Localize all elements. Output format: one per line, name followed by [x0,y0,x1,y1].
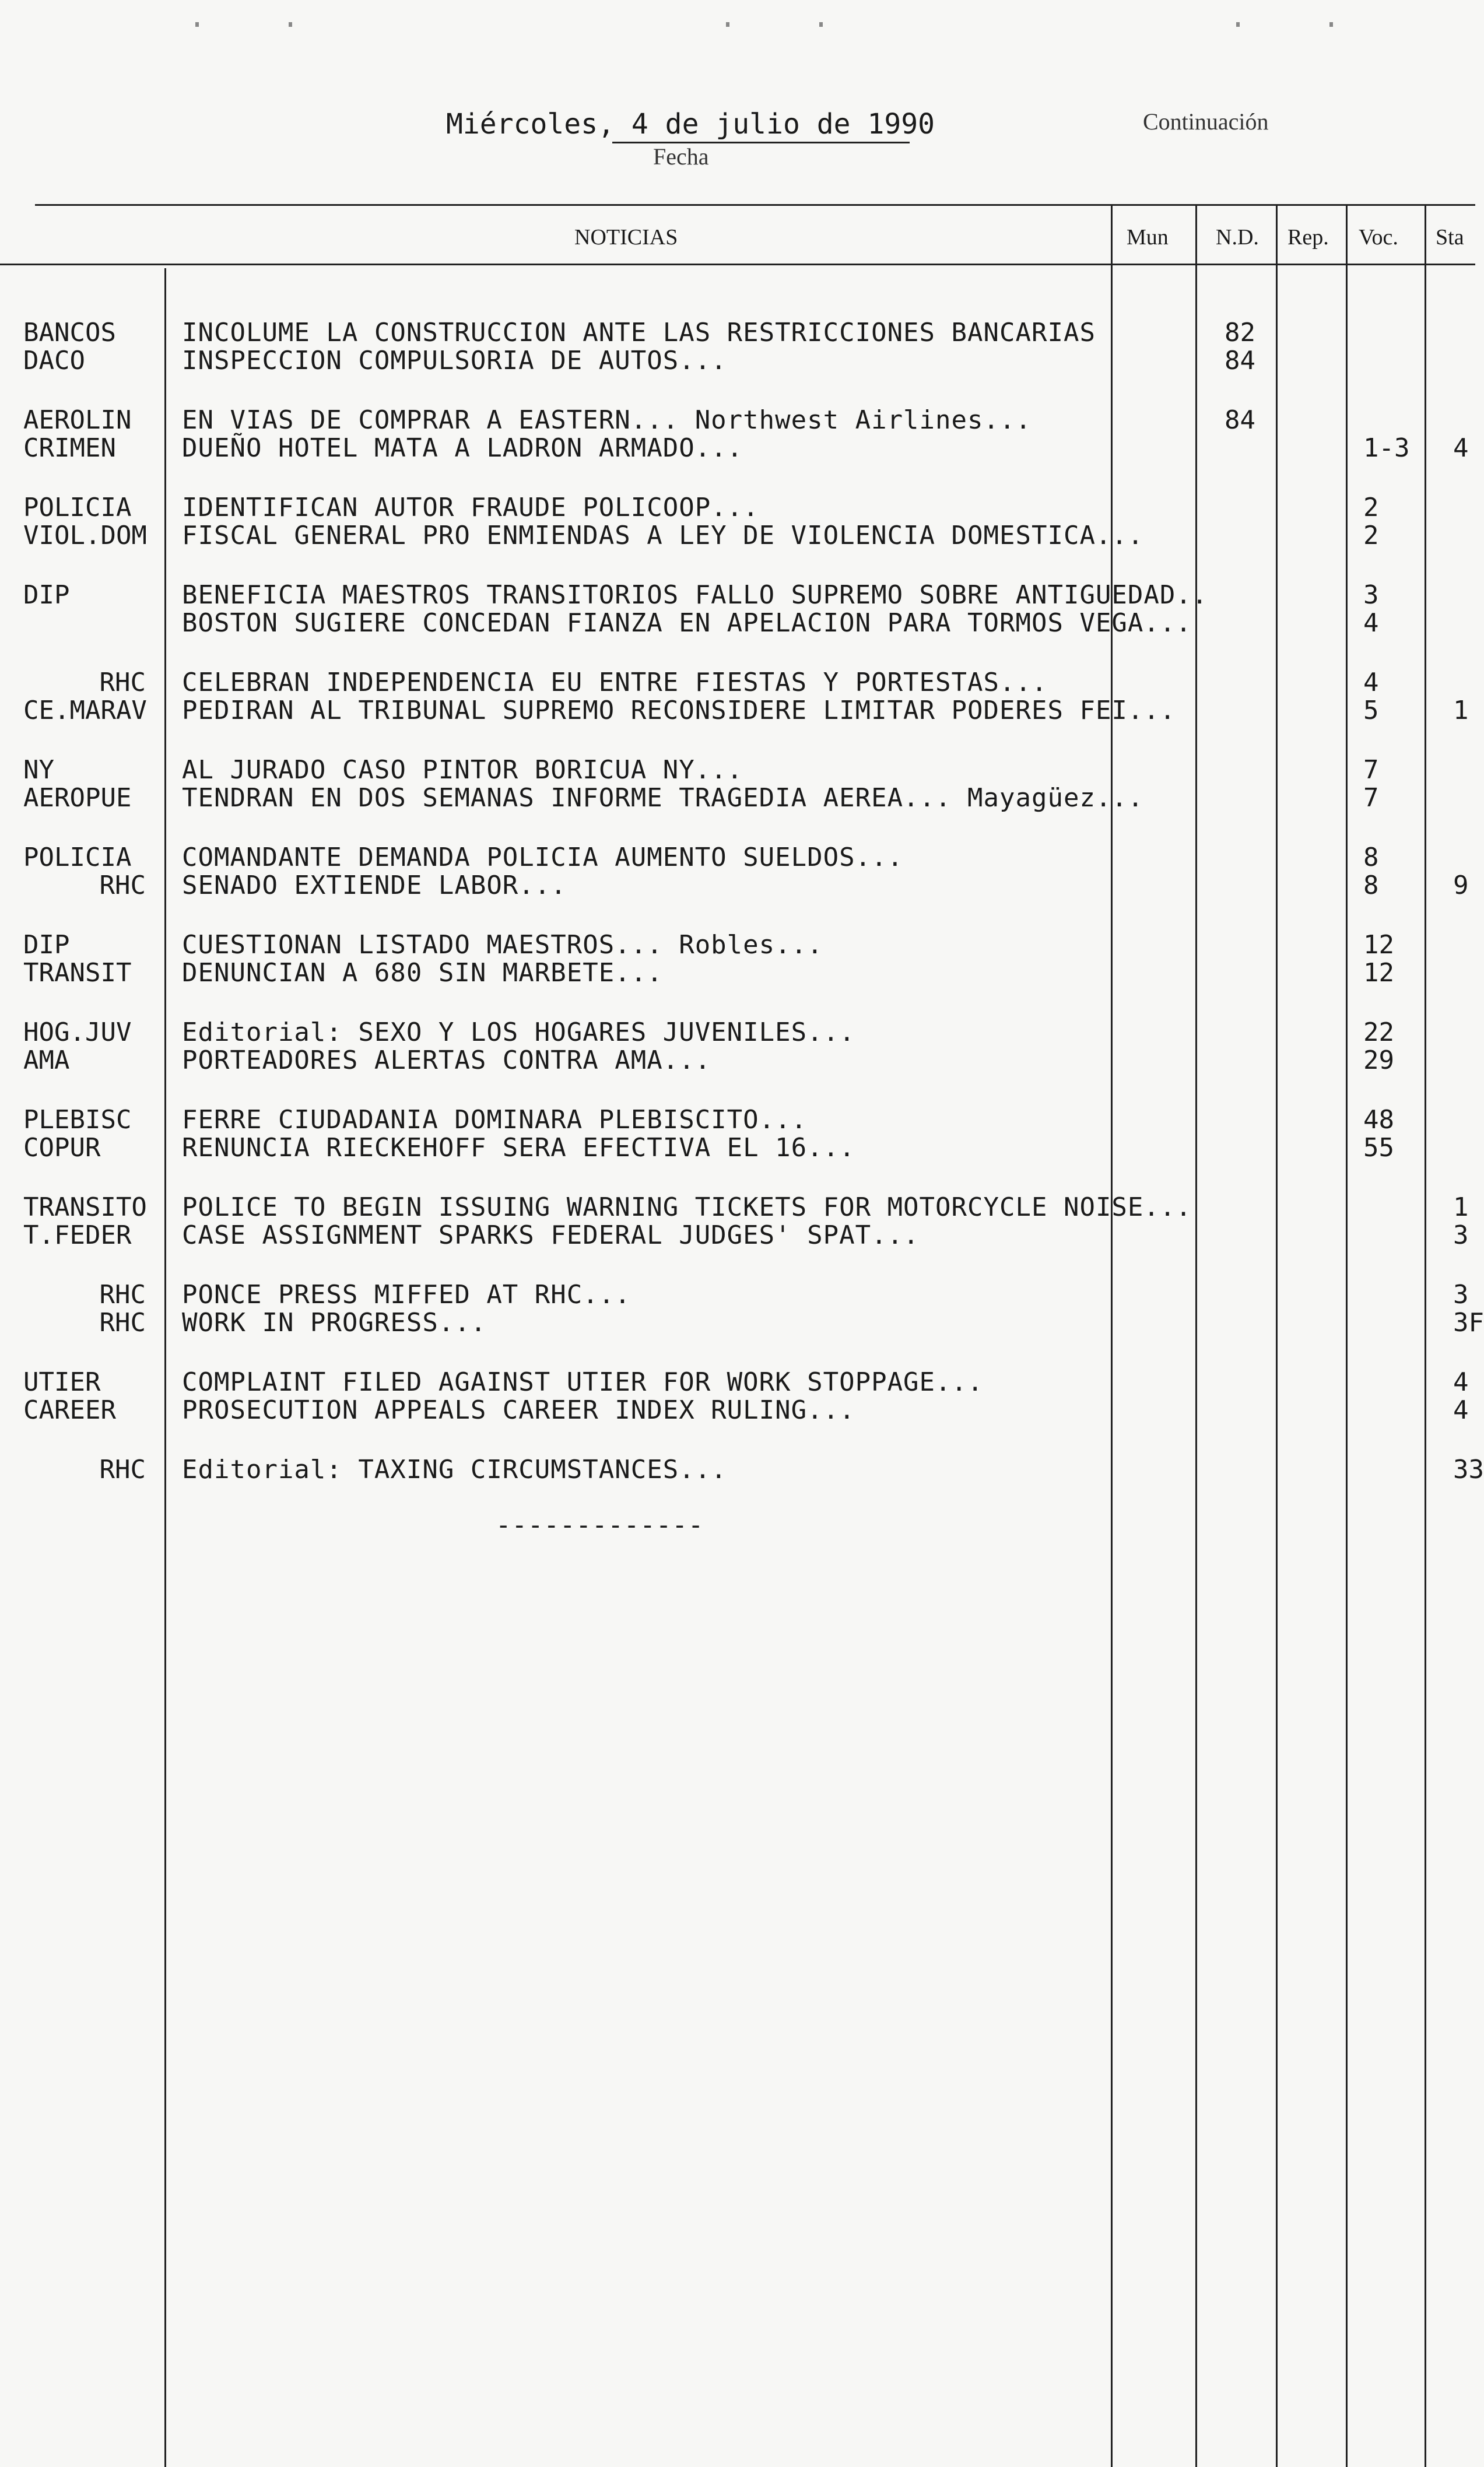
row-title: BENEFICIA MAESTROS TRANSITORIOS FALLO SUPREMO SOBRE ANTIGUEDAD.. [182,580,1208,610]
row-sta: 33 [1453,1455,1484,1485]
row-category: CAREER [23,1395,116,1425]
row-title: Editorial: TAXING CIRCUMSTANCES... [182,1455,727,1485]
row-voc: 7 [1363,783,1379,813]
table-row [0,1017,1475,1047]
table-row [0,1455,1484,1485]
row-nd: 84 [1225,346,1255,376]
row-voc: 1-3 [1363,433,1410,463]
row-sta: 1 [1453,1192,1469,1222]
row-sta: 4 [1453,1395,1469,1425]
row-title: INCOLUME LA CONSTRUCCION ANTE LAS RESTRICCIONES BANCARIAS [182,318,1096,348]
table-row [0,755,1475,784]
row-category: DACO [23,346,85,376]
row-category: VIOL.DOM [23,521,147,550]
table-row [0,346,1475,375]
continuation-label: Continuación [1143,108,1269,135]
row-voc: 2 [1363,521,1379,550]
row-sta: 4 [1453,1367,1469,1397]
row-category: DIP [23,930,70,960]
table-row [0,1308,1484,1338]
column-header-nd: N.D. [1216,225,1259,250]
table-row [0,871,1475,900]
row-title: POLICE TO BEGIN ISSUING WARNING TICKETS FOR MOTORCYCLE NOISE... [182,1192,1192,1222]
table-row [0,958,1475,987]
row-category: RHC [99,1455,146,1485]
row-category: RHC [99,1280,146,1310]
scan-mark [726,22,729,27]
row-voc: 22 [1363,1017,1394,1047]
row-nd: 84 [1225,405,1255,435]
row-title: PONCE PRESS MIFFED AT RHC... [182,1280,631,1310]
row-category: COPUR [23,1133,101,1163]
row-voc: 8 [1363,843,1379,872]
row-category: T.FEDER [23,1220,132,1250]
row-sta: 3 [1453,1280,1469,1310]
date-label: Fecha [653,143,709,170]
row-title: CELEBRAN INDEPENDENCIA EU ENTRE FIESTAS Y PORTESTAS... [182,668,1048,697]
column-header-mun: Mun [1127,225,1169,250]
column-header-sta: Sta [1436,225,1464,250]
scan-mark [1329,22,1333,27]
table-row [0,668,1475,697]
row-category: PLEBISC [23,1105,132,1135]
row-title: CASE ASSIGNMENT SPARKS FEDERAL JUDGES' SPAT... [182,1220,920,1250]
row-category: TRANSIT [23,958,132,988]
table-row [0,1220,1475,1250]
row-title: RENUNCIA RIECKEHOFF SERA EFECTIVA EL 16... [182,1133,855,1163]
row-category: RHC [99,871,146,900]
table-row [0,1133,1475,1162]
row-category: AEROPUE [23,783,132,813]
row-title: WORK IN PROGRESS... [182,1308,487,1338]
row-category: NY [23,755,54,785]
row-voc: 7 [1363,755,1379,785]
row-sta: 9 [1453,871,1469,900]
row-sta: 1 [1453,696,1469,725]
column-header-rep: Rep. [1287,225,1329,250]
table-row [0,696,1475,725]
table-row [0,1280,1475,1309]
row-voc: 12 [1363,958,1394,988]
scan-mark [195,22,199,27]
table-top-rule [35,204,1475,206]
row-category: DIP [23,580,70,610]
table-row [0,843,1475,872]
row-category: RHC [99,668,146,697]
table-row [0,930,1475,959]
table-row [0,783,1475,812]
row-title: AL JURADO CASO PINTOR BORICUA NY... [182,755,743,785]
row-voc: 29 [1363,1045,1394,1075]
column-header-noticias: NOTICIAS [574,225,678,250]
row-voc: 8 [1363,871,1379,900]
row-sta: 3F [1453,1308,1484,1338]
scan-mark [289,22,292,27]
table-row [0,405,1475,434]
row-category: RHC [99,1308,146,1338]
row-title: DENUNCIAN A 680 SIN MARBETE... [182,958,663,988]
row-title: PORTEADORES ALERTAS CONTRA AMA... [182,1045,711,1075]
table-row [0,521,1475,550]
row-sta: 4 [1453,433,1469,463]
row-category: CE.MARAV [23,696,147,725]
row-category: AEROLIN [23,405,132,435]
table-row [0,1045,1475,1075]
row-category: UTIER [23,1367,101,1397]
row-voc: 55 [1363,1133,1394,1163]
row-category: TRANSITO [23,1192,147,1222]
row-title: CUESTIONAN LISTADO MAESTROS... Robles... [182,930,823,960]
table-header-rule [0,264,1475,265]
end-of-list-rule: ------------- [496,1510,704,1540]
row-title: PEDIRAN AL TRIBUNAL SUPREMO RECONSIDERE LIMITAR PODERES FEI... [182,696,1176,725]
row-title: INSPECCION COMPULSORIA DE AUTOS... [182,346,727,376]
header-date: Miércoles, 4 de julio de 1990 [446,108,935,141]
row-title: BOSTON SUGIERE CONCEDAN FIANZA EN APELACION PARA TORMOS VEGA... [182,608,1192,638]
table-row [0,608,1475,637]
row-title: FERRE CIUDADANIA DOMINARA PLEBISCITO... [182,1105,808,1135]
row-voc: 48 [1363,1105,1394,1135]
table-row [0,1192,1475,1222]
row-title: EN VIAS DE COMPRAR A EASTERN... Northwest Airlines... [182,405,1032,435]
row-title: TENDRAN EN DOS SEMANAS INFORME TRAGEDIA AEREA... Mayagüez... [182,783,1144,813]
row-title: COMANDANTE DEMANDA POLICIA AUMENTO SUELDOS... [182,843,904,872]
table-row [0,1105,1475,1134]
row-category: POLICIA [23,843,132,872]
row-voc: 4 [1363,668,1379,697]
row-voc: 12 [1363,930,1394,960]
row-nd: 82 [1225,318,1255,348]
row-category: BANCOS [23,318,116,348]
row-title: Editorial: SEXO Y LOS HOGARES JUVENILES... [182,1017,855,1047]
row-voc: 2 [1363,493,1379,522]
row-title: IDENTIFICAN AUTOR FRAUDE POLICOOP... [182,493,759,522]
row-title: DUEÑO HOTEL MATA A LADRON ARMADO... [182,433,743,463]
row-voc: 5 [1363,696,1379,725]
row-category: POLICIA [23,493,132,522]
table-row [0,1395,1475,1424]
table-row [0,318,1475,347]
row-title: COMPLAINT FILED AGAINST UTIER FOR WORK STOPPAGE... [182,1367,984,1397]
column-header-voc: Voc. [1359,225,1398,250]
row-sta: 3 [1453,1220,1469,1250]
row-voc: 4 [1363,608,1379,638]
table-row [0,493,1475,522]
row-title: SENADO EXTIENDE LABOR... [182,871,567,900]
row-category: AMA [23,1045,70,1075]
table-row [0,1367,1475,1396]
row-category: HOG.JUV [23,1017,132,1047]
scan-mark [819,22,823,27]
row-title: FISCAL GENERAL PRO ENMIENDAS A LEY DE VIOLENCIA DOMESTICA... [182,521,1144,550]
row-title: PROSECUTION APPEALS CAREER INDEX RULING... [182,1395,855,1425]
row-category: CRIMEN [23,433,116,463]
scan-mark [1236,22,1240,27]
row-voc: 3 [1363,580,1379,610]
table-row [0,580,1475,609]
table-row [0,433,1475,462]
